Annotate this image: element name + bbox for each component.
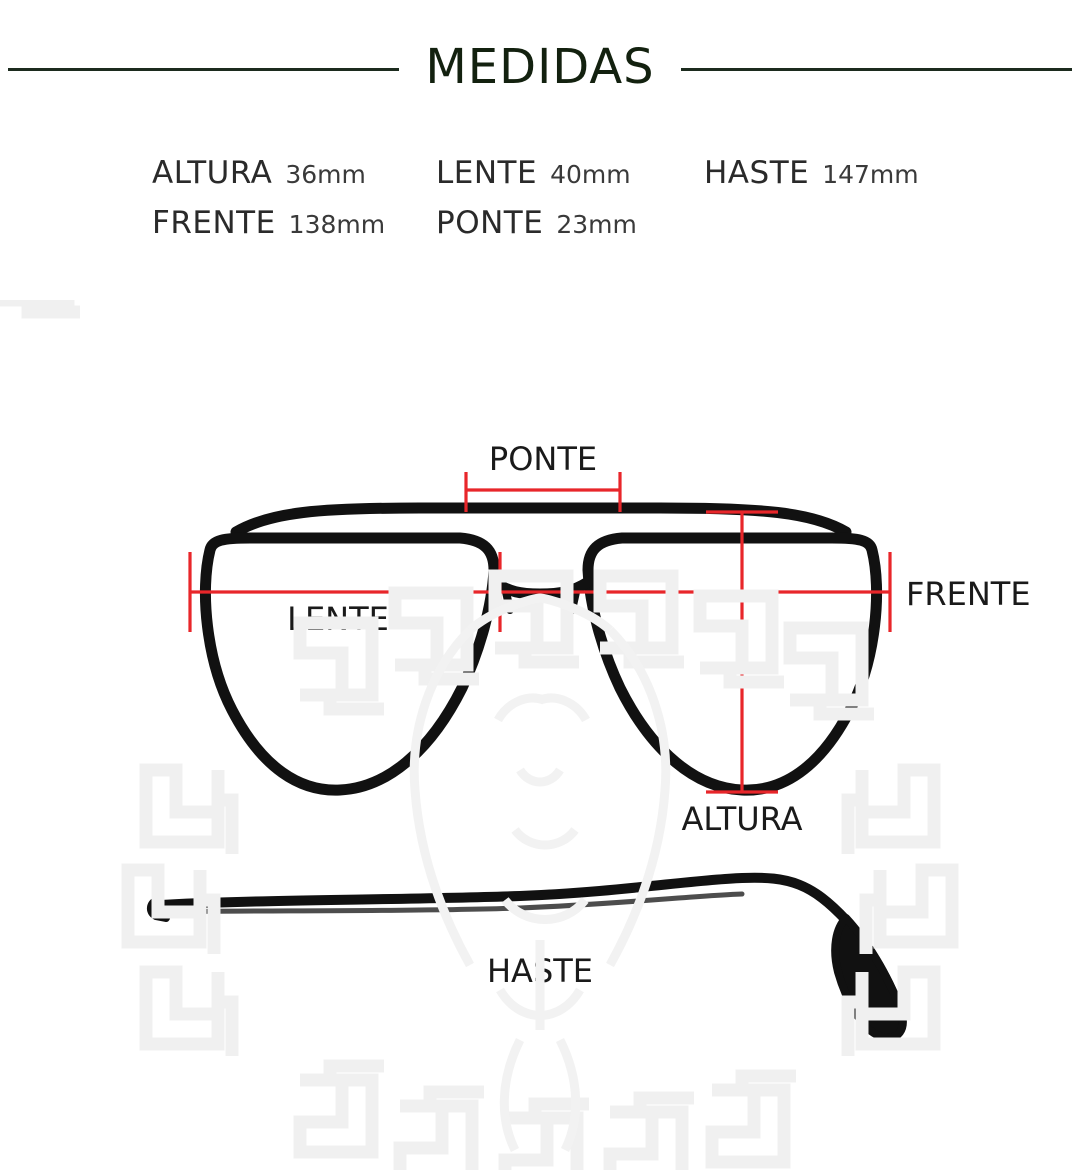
watermark-graphic (0, 300, 1080, 1170)
measurements-row (152, 155, 952, 191)
measurement-value: 23mm (556, 210, 637, 239)
measurement-altura (152, 155, 436, 191)
measurement-lente (436, 155, 704, 191)
measurement-label: HASTE (704, 155, 810, 191)
page-title: MEDIDAS (425, 39, 655, 95)
label-altura: ALTURA (681, 800, 803, 838)
measurements-row (152, 205, 952, 241)
measurement-value: 138mm (288, 210, 386, 239)
header-rule-left (8, 68, 399, 71)
measurements-list (152, 155, 952, 255)
measurement-value: 40mm (550, 160, 631, 189)
measurement-value: 36mm (285, 160, 366, 189)
measurement-label: LENTE (436, 155, 538, 191)
label-lente: LENTE (287, 600, 389, 638)
measurement-label: PONTE (436, 205, 544, 241)
glasses-measurement-diagram (0, 300, 1080, 1170)
label-haste: HASTE (486, 952, 594, 990)
measurement-value: 147mm (822, 160, 919, 189)
label-frente: FRENTE (906, 575, 1031, 613)
label-ponte: PONTE (488, 440, 598, 478)
measurement-ponte (436, 205, 704, 241)
header-rule-right (681, 68, 1072, 71)
measurement-label: FRENTE (152, 205, 276, 241)
measurement-label: ALTURA (152, 155, 273, 191)
page-header (0, 34, 1080, 100)
measurement-frente (152, 205, 436, 241)
measurement-haste (704, 155, 952, 191)
